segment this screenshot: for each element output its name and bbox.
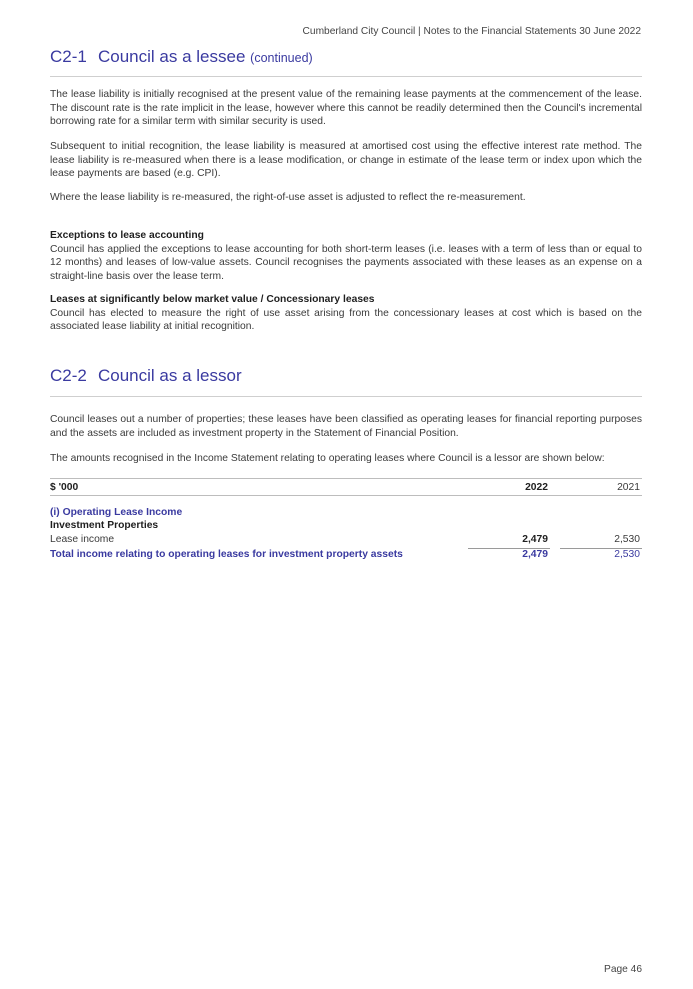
paragraph-initial-recognition: The lease liability is initially recognised at the present value of the remaining lease payments at the commencement of the lease. The discount rate is the rate implicit in the lease, however where this cannot be readily determined then the Council's incremental borrowing rate for a similar term with similar security is used. xyxy=(50,89,642,128)
group-label-row xyxy=(50,506,642,520)
concessionary-block xyxy=(50,293,642,334)
col-header-current: 2022 xyxy=(525,482,548,493)
section-divider xyxy=(50,396,642,397)
section-title: Council as a lessee xyxy=(98,47,246,66)
table-header-rule xyxy=(50,495,642,496)
section-heading-c2-1 xyxy=(50,47,313,67)
total-value-current: 2,479 xyxy=(522,549,548,560)
paragraph-amounts-intro: The amounts recognised in the Income Statement relating to operating leases where Council is a lessor are shown below: xyxy=(50,453,605,464)
section-divider xyxy=(50,76,642,77)
total-value-prior: 2,530 xyxy=(614,549,640,560)
section-title: Council as a lessor xyxy=(98,366,242,385)
section-suffix: (continued) xyxy=(250,51,313,65)
concessionary-heading: Leases at significantly below market value / Concessionary leases xyxy=(50,294,375,305)
subgroup-label: Investment Properties xyxy=(50,520,159,531)
exceptions-heading: Exceptions to lease accounting xyxy=(50,230,204,241)
paragraph-remeasurement: Where the lease liability is re-measured, the right-of-use asset is adjusted to reflect the re-measurement. xyxy=(50,192,526,203)
total-label: Total income relating to operating leases for investment property assets xyxy=(50,549,403,560)
exceptions-text: Council has applied the exceptions to lease accounting for both short-term leases (i.e. leases with a term of less than or equal to 12 months) and leases of low-value assets. Council recognises the payments associated with these leases as an expense on a straight-line basis over the lease term. xyxy=(50,243,642,282)
table-total-row xyxy=(50,548,642,562)
col-header-prior: 2021 xyxy=(617,482,640,493)
group-label: (i) Operating Lease Income xyxy=(50,507,183,518)
page-header: Cumberland City Council | Notes to the Financial Statements 30 June 2022 xyxy=(302,26,641,37)
row-label: Lease income xyxy=(50,534,115,545)
row-value-prior: 2,530 xyxy=(614,534,640,545)
exceptions-block xyxy=(50,229,642,283)
concessionary-text: Council has elected to measure the right of use asset arising from the concessionary leases at cost which is based on the associated lease liability at initial recognition. xyxy=(50,307,642,333)
subgroup-label-row xyxy=(50,519,642,533)
row-value-current: 2,479 xyxy=(522,534,548,545)
table-header-row xyxy=(50,481,642,495)
paragraph-subsequent-measurement: Subsequent to initial recognition, the lease liability is measured at amortised cost using the effective interest rate method. The lease liability is re-measured when there is a lease modification, or change in estimate of the lease term or index upon which the lease payments are based (e.g. CPI). xyxy=(50,141,642,180)
section-number: C2-2 xyxy=(50,366,87,385)
table-top-rule xyxy=(50,478,642,479)
section-number: C2-1 xyxy=(50,47,87,66)
unit-label: $ '000 xyxy=(50,482,79,493)
table-row xyxy=(50,533,642,547)
page-number: Page 46 xyxy=(604,964,642,975)
section-heading-c2-2 xyxy=(50,366,242,386)
paragraph-lessor-description: Council leases out a number of properties; these leases have been classified as operating leases for financial reporting purposes and the assets are included as investment property in the Statement of Financial Position. xyxy=(50,414,642,439)
